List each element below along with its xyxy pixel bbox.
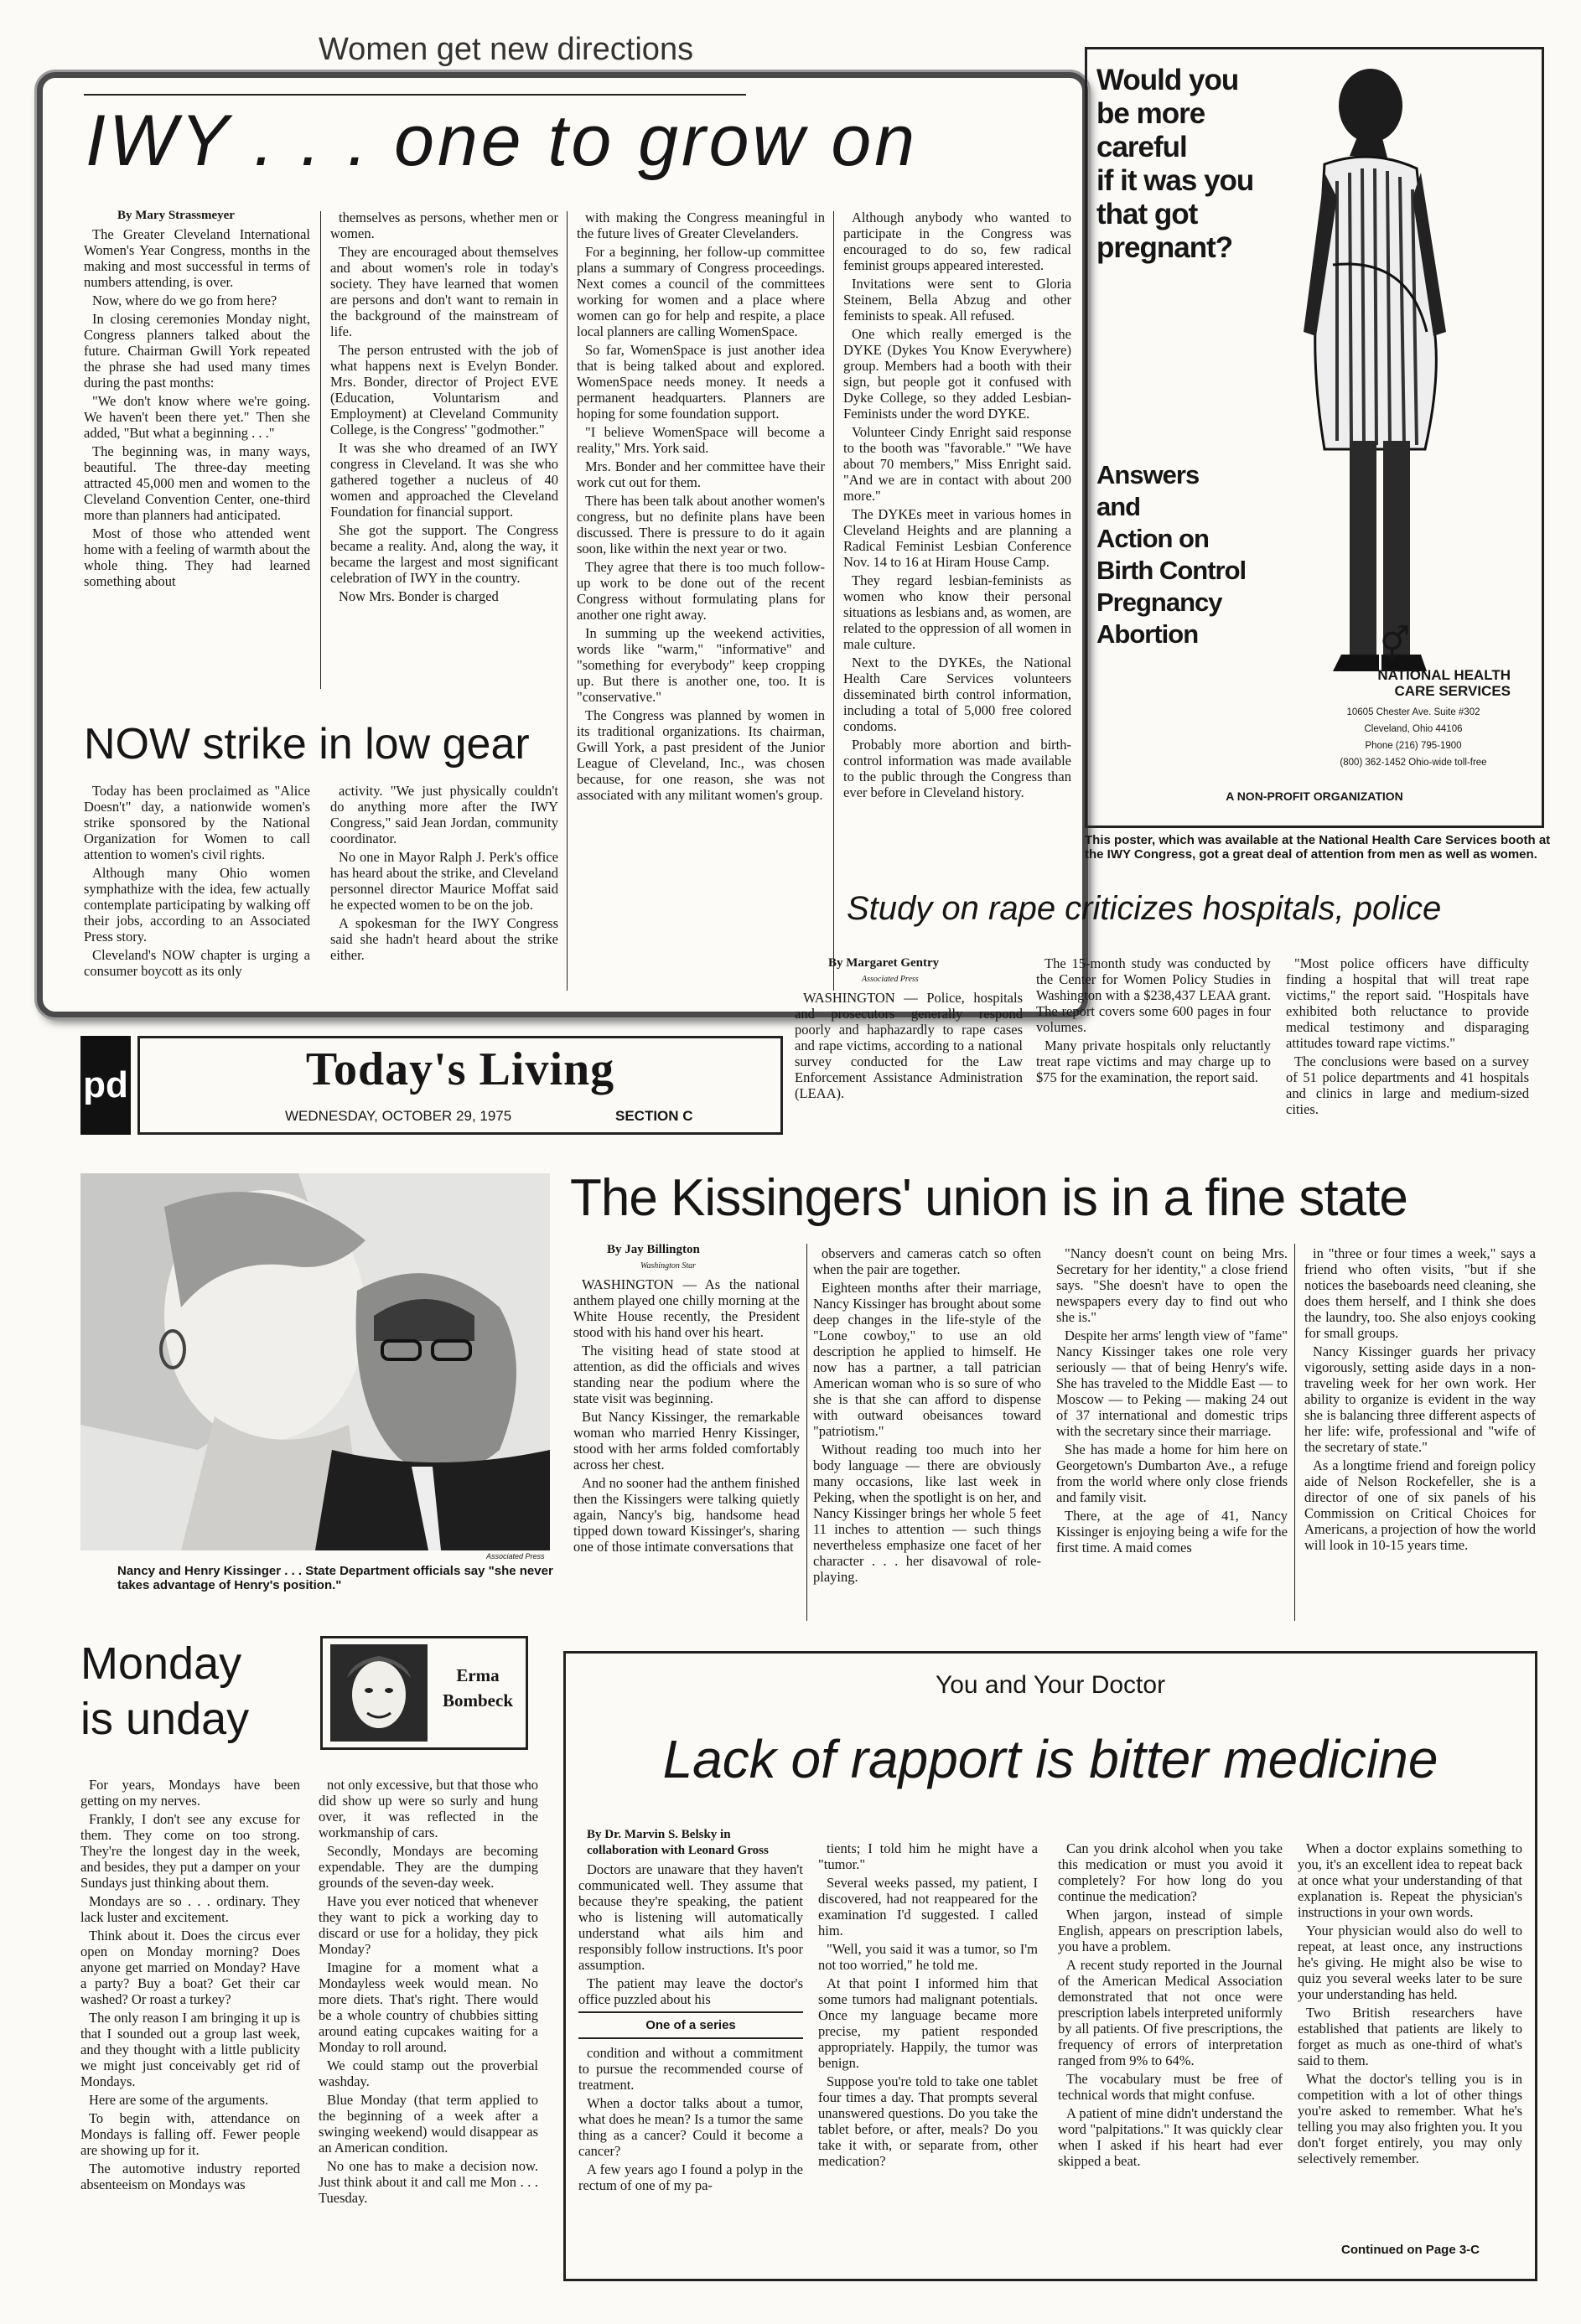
iwy-paragraph: Next to the DYKEs, the National Health Care Services volunteers disseminated birth control information, including a total of 5,000 free colored condoms.: [843, 655, 1071, 734]
now-paragraph: No one in Mayor Ralph J. Perk's office has heard about the strike, and Cleveland personnel director Maurice Moffat said he expected women to be on the job.: [330, 849, 558, 913]
now-paragraph: Cleveland's NOW chapter is urging a consumer boycott as its only: [84, 947, 310, 979]
now-paragraph: A spokesman for the IWY Congress said she hadn't heard about the strike either.: [330, 915, 558, 963]
iwy-paragraph: "We don't know where we're going. We haven't been there yet." Then she added, "But what a beginning . . .": [84, 393, 310, 441]
bombeck-paragraph: Here are some of the arguments.: [89, 2092, 269, 2108]
iwy-top-rule: [84, 94, 746, 96]
doctor-column-3: [1058, 1840, 1283, 2271]
kissinger-column-divider: [1294, 1244, 1295, 1621]
kissinger-paragraph: Despite her arms' length view of "fame" Nancy Kissinger takes one role very seriously — that of being Henry's wife. She has traveled to the Middle East — to Moscow — to Peking — making 24 out of 37 international and domestic trips with the secretary since their marriage.: [1056, 1328, 1288, 1439]
bombeck-name: Erma Bombeck: [443, 1665, 513, 1711]
doctor-paragraph: "Well, you said it was a tumor, so I'm not too worried," he told me.: [818, 1941, 1038, 1973]
bombeck-paragraph: Imagine for a moment what a Mondayless week would mean. No more diets. That's right. There would be a whole country of chubbies sitting around eating cupcakes waiting for a Monday to roll around.: [319, 1959, 538, 2055]
kissinger-photo: [80, 1173, 550, 1550]
iwy-paragraph: She got the support. The Congress became a reality. And, along the way, it became the largest and most significant celebration of IWY in the country.: [330, 522, 558, 586]
doctor-series-box: One of a series: [578, 2011, 803, 2039]
now-column-2: [330, 783, 558, 992]
iwy-byline: By Mary Strassmeyer: [117, 209, 235, 222]
kissinger-paragraph: As a longtime friend and foreign policy aide of Nelson Rockefeller, she is a director of one of six panels of his Commission on Critical Choices for Americans, a projection of how the world will look in 10-15 years time.: [1304, 1457, 1536, 1553]
doctor-paragraph: A few years ago I found a polyp in the rectum of one of my pa-: [578, 2161, 803, 2193]
doctor-paragraph: What the doctor's telling you is in competition with a lot of other things you're asked to remember. What he's telling you may also frighten you. It you don't forget entirely, you may only selectively remember.: [1298, 2071, 1522, 2166]
kissinger-column-4: [1304, 1245, 1536, 1628]
doctor-continued-link[interactable]: Continued on Page 3-C: [1341, 2243, 1480, 2257]
kissinger-paragraph: There, at the age of 41, Nancy Kissinger is enjoying being a wife for the first time. A maid comes: [1056, 1508, 1288, 1555]
iwy-paragraph: They are encouraged about themselves and about women's role in today's society. They have learned that women are persons and don't want to remain in the background of the mainstream of life.: [330, 244, 558, 339]
iwy-paragraph: There has been talk about another women's congress, but no definite plans have been discussed. There is pressure to do it again soon, like within the next year or two.: [577, 493, 825, 556]
iwy-column-1: [84, 208, 310, 694]
rape-column-2: [1036, 955, 1271, 1165]
kissinger-paragraph: Without reading too much into her body language — there are obviously many occasions, like last week in Peking, when the spotlight is on her, and Nancy Kissinger brings her whole 5 feet 11 inches to attention — such things nevertheless emphasize one facet of her character . . . her disavowal of role-playing.: [813, 1442, 1041, 1585]
iwy-paragraph: Now Mrs. Bonder is charged: [339, 588, 499, 604]
iwy-column-divider: [320, 211, 321, 689]
doctor-paragraph: Several weeks passed, my patient, I discovered, had not reappeared for the examination I'd suggested. I called him.: [818, 1875, 1038, 1938]
rape-byline: By Margaret Gentry Associated Press: [828, 956, 940, 984]
rape-paragraph: Many private hospitals only reluctantly treat rape victims and may charge up to $75 for the examination, the report said.: [1036, 1038, 1271, 1085]
iwy-paragraph: Most of those who attended went home with a feeling of warmth about the whole thing. They had learned something about: [84, 525, 310, 589]
doctor-column-2: [818, 1840, 1038, 2271]
doctor-paragraph: A recent study reported in the Journal of the American Medical Association demonstrated that not once were prescription labels interpreted uniformly by all patients. Of five prescriptions, the frequency of errors of interpretation ranged from 9% to 64%.: [1058, 1957, 1283, 2068]
iwy-paragraph: Mrs. Bonder and her committee have their work cut out for them.: [577, 458, 825, 490]
ad-caption: This poster, which was available at the National Health Care Services booth at the IWY Congress, got a great deal of attention from men as well as women.: [1085, 833, 1551, 862]
bombeck-paragraph: Mondays are so . . . ordinary. They lack luster and excitement.: [80, 1893, 300, 1925]
iwy-paragraph: Although anybody who wanted to participate in the Congress was encouraged to do so, few radical feminist groups appeared interested.: [843, 210, 1071, 273]
bombeck-headline: Monday is unday: [80, 1638, 250, 1744]
kissinger-paragraph: The visiting head of state stood at attention, as did the officials and wives standing near the podium where the state visit was beginning.: [573, 1343, 800, 1406]
kissinger-photo-caption: Nancy and Henry Kissinger . . . State Department officials say "she never takes advantage of Henry's position.": [117, 1564, 553, 1592]
bombeck-paragraph: Secondly, Mondays are becoming expendable. They are the dumping grounds of the seven-day week.: [319, 1843, 538, 1891]
iwy-paragraph: The person entrusted with the job of what happens next is Evelyn Bonder. Mrs. Bonder, director of Project EVE (Education, Voluntarism and Employment) at Cleveland Community College, is the Congress' "godmother.": [330, 342, 558, 437]
bombeck-paragraph: not only excessive, but that those who did show up were so surly and hung over, it was reflected in the workmanship of cars.: [319, 1777, 538, 1840]
kissinger-column-1: [573, 1242, 800, 1628]
kissinger-column-2: [813, 1245, 1041, 1628]
ad-headline: Would you be more careful if it was you that got pregnant?: [1096, 64, 1254, 264]
rape-column-1: [795, 955, 1023, 1165]
iwy-paragraph: It was she who dreamed of an IWY congress in Cleveland. It was she who gathered together a nucleus of 40 women and approached the Cleveland Foundation for financial support.: [330, 440, 558, 520]
doctor-paragraph: The vocabulary must be free of technical words that might confuse.: [1058, 2071, 1283, 2103]
kissinger-photo-credit: Associated Press: [486, 1552, 545, 1561]
pd-logo-text: pd: [83, 1064, 128, 1105]
kissinger-byline: By Jay Billington Washington Star: [607, 1243, 700, 1271]
rape-paragraph: "Most police officers have difficulty finding a hospital that will treat rape victims," the report said. "Hospitals have exhibited both reluctance to provide medical testimony and disparaging attitudes toward rape victims.": [1286, 955, 1529, 1051]
doctor-paragraph: When a doctor explains something to you, it's an excellent idea to repeat back at once what your understanding of that explanation is. Repeat the physician's instructions in your own words.: [1298, 1840, 1522, 1920]
iwy-paragraph: The Congress was planned by women in its traditional organizations. Its chairman, Gwill York, a past president of the Junior League of Cleveland, Inc., was chosen because, for one reason, she was not associated with any militant women's group.: [577, 707, 825, 803]
iwy-paragraph: Now, where do we go from here?: [92, 292, 277, 308]
kissinger-paragraph: "Nancy doesn't count on being Mrs. Secretary for her identity," a close friend says. "She doesn't have to open the newspapers every day to find out who she is.": [1056, 1245, 1288, 1325]
kissinger-paragraph: in "three or four times a week," says a friend who often visits, "but if she notices the baseboards need cleaning, she does them herself, and I think she does the laundry, too. She also enjoys cooking for small groups.: [1304, 1245, 1536, 1341]
ad-org-name: NATIONAL HEALTH CARE SERVICES: [1377, 667, 1511, 699]
bombeck-paragraph: To begin with, attendance on Mondays is falling off. Fewer people are showing up for it.: [80, 2110, 300, 2158]
rape-paragraph: WASHINGTON — Police, hospitals and prosecutors generally respond poorly and haphazardly to rape cases and rape victims, according to a national survey conducted for the Law Enforcement Assistance Administration (LEAA).: [795, 990, 1023, 1101]
kissinger-paragraph: She has made a home for him here on Georgetown's Dumbarton Ave., a refuge from the world where only close friends and family visit.: [1056, 1442, 1288, 1505]
top-headline-fragment: Women get new directions: [319, 32, 694, 67]
bombeck-paragraph: The automotive industry reported absenteeism on Mondays was: [80, 2161, 300, 2192]
now-paragraph: activity. "We just physically couldn't do anything more after the IWY Congress," said Jean Jordan, community coordinator.: [330, 783, 558, 846]
iwy-paragraph: They agree that there is too much follow-up work to be done out of the recent Congress without formulating plans for another one right away.: [577, 559, 825, 623]
doctor-paragraph: A patient of mine didn't understand the word "palpitations." It was quickly clear when I asked if his heart had ever skipped a beat.: [1058, 2105, 1283, 2169]
bombeck-paragraph: No one has to make a decision now. Just think about it and call me Mon . . . Tuesday.: [319, 2158, 538, 2206]
iwy-paragraph: Probably more abortion and birth-control information was made available to the public through the Congress than ever before in Cleveland history.: [843, 737, 1071, 800]
iwy-paragraph: The DYKEs meet in various homes in Cleveland Heights and are planning a Radical Feminist Lesbian Conference Nov. 14 to 16 at Hiram House Camp.: [843, 506, 1071, 570]
bombeck-paragraph: Frankly, I don't see any excuse for them. They come on too strong. They're the longest day in the week, and besides, they put a damper on your Sundays just thinking about them.: [80, 1811, 300, 1891]
now-paragraph: Today has been proclaimed as "Alice Doesn't" day, a nationwide women's strike sponsored by the National Organization for Women to call attention to women's civil rights.: [84, 783, 310, 862]
ad-gender-symbol-icon: ⚥: [1380, 627, 1411, 664]
iwy-paragraph: "I believe WomenSpace will become a reality," Mrs. York said.: [577, 424, 825, 456]
iwy-paragraph: One which really emerged is the DYKE (Dykes You Know Everywhere) group. Members had a booth with their sign, but people got it confused with Dyke College, so they added Lesbian-Feminists under the word DYKE.: [843, 326, 1071, 422]
iwy-column-3: [577, 210, 825, 997]
bombeck-paragraph: For years, Mondays have been getting on my nerves.: [80, 1777, 300, 1809]
now-headline: NOW strike in low gear: [84, 720, 530, 769]
masthead-title: Today's Living: [305, 1043, 615, 1095]
doctor-column-1: [578, 1827, 803, 2271]
rape-paragraph: The 15-month study was conducted by the Center for Women Policy Studies in Washington with a $238,437 LEAA grant. The report covers some 600 pages in four volumes.: [1036, 955, 1271, 1035]
iwy-paragraph: The beginning was, in many ways, beautiful. The three-day meeting attracted 45,000 men and women to the Cleveland Convention Center, one-third more than planners had anticipated.: [84, 443, 310, 523]
now-paragraph: Although many Ohio women symphathize with the idea, few actually contemplate participating by walking off their jobs, according to an Associated Press story.: [84, 865, 310, 945]
ad-nonprofit-label: A NON-PROFIT ORGANIZATION: [1226, 789, 1403, 803]
iwy-column-divider: [833, 211, 834, 991]
rape-paragraph: The conclusions were based on a survey of 51 police departments and 41 hospitals and clinics in large and medium-sized cities.: [1286, 1053, 1529, 1117]
pregnant-man-illustration: [1232, 55, 1501, 675]
doctor-paragraph: When a doctor talks about a tumor, what does he mean? Is a tumor the same thing as a cancer? Could it become a cancer?: [578, 2095, 803, 2159]
kissinger-paragraph: WASHINGTON — As the national anthem played one chilly morning at the White House recently, the President stood with his hand over his heart.: [573, 1276, 800, 1340]
doctor-paragraph: Doctors are unaware that they haven't communicated well. They assume that because they're speaking, the patient who is listening will automatically understand what ails him and responsibly follow instructions. It's poor assumption.: [578, 1861, 803, 1973]
kissinger-paragraph: observers and cameras catch so often when the pair are together.: [813, 1245, 1041, 1277]
now-column-1: [84, 783, 310, 992]
bombeck-column-2: [319, 1777, 538, 2280]
iwy-paragraph: For a beginning, her follow-up committee plans a summary of Congress proceedings. Next comes a council of the committees working for women and a place where women can go for help and respite, a place local planners are calling WomenSpace.: [577, 244, 825, 339]
kissinger-paragraph: And no sooner had the anthem finished then the Kissingers were talking quietly again, Nancy's big, handsome head tipped down toward Kissinger's, sharing one of those intimate conversations that: [573, 1475, 800, 1555]
bombeck-paragraph: Blue Monday (that term applied to the beginning of a week after a swinging weekend) would disappear as an American condition.: [319, 2092, 538, 2156]
iwy-paragraph: The Greater Cleveland International Women's Year Congress, months in the making and most successful in terms of numbers attending, is over.: [84, 226, 310, 290]
doctor-paragraph: Suppose you're told to take one tablet four times a day. That prompts several unanswered questions. Do you take the tablet before, or after, meals? Do you take it with, or separate from, other medication?: [818, 2073, 1038, 2169]
iwy-paragraph: themselves as persons, whether men or women.: [330, 210, 558, 241]
iwy-paragraph: In closing ceremonies Monday night, Congress planners talked about the future. Chairman Gwill York repeated the phrase she had used many times during the past months:: [84, 311, 310, 391]
kissinger-column-divider: [806, 1244, 807, 1621]
iwy-column-divider: [567, 211, 568, 991]
doctor-paragraph: Can you drink alcohol when you take this medication or must you avoid it completely? For how long do you continue the medication?: [1058, 1840, 1283, 1904]
masthead-date: WEDNESDAY, OCTOBER 29, 1975: [285, 1108, 512, 1124]
kissinger-headline: The Kissingers' union is in a fine state: [570, 1169, 1407, 1227]
rape-column-3: [1286, 955, 1529, 1165]
bombeck-column-1: [80, 1777, 300, 2280]
iwy-paragraph: In summing up the weekend activities, words like "warm," "informative" and "something for everybody" keep cropping up. But there is another one, too. It is "conservative.": [577, 625, 825, 705]
doctor-column-4: [1298, 1840, 1522, 2234]
doctor-byline: By Dr. Marvin S. Belsky in collaboration with Leonard Gross: [587, 1828, 769, 1857]
kissinger-column-3: [1056, 1245, 1288, 1628]
iwy-headline: IWY . . . one to grow on: [86, 101, 919, 181]
iwy-paragraph: So far, WomenSpace is just another idea that is being talked about and explored. WomenSpace needs money. It needs a permanent headquarters. Planners are hoping for some foundation support.: [577, 342, 825, 422]
bombeck-paragraph: Think about it. Does the circus ever open on Monday morning? Does anyone get married on Monday? Have a party? Buy a boat? Get their car washed? Or roast a turkey?: [80, 1928, 300, 2007]
doctor-paragraph: condition and without a commitment to pursue the recommended course of treatment.: [578, 2045, 803, 2093]
doctor-paragraph: When jargon, instead of simple English, appears on prescription labels, you have a problem.: [1058, 1907, 1283, 1954]
doctor-paragraph: Two British researchers have established that patients are likely to forget as much as one-third of what's said to them.: [1298, 2005, 1522, 2068]
doctor-paragraph: Your physician would also do well to repeat, at least once, any instructions he's giving. He might also be wise to quiz you several weeks later to be sure your understanding has held.: [1298, 1923, 1522, 2002]
bombeck-portrait: [330, 1644, 428, 1742]
masthead-section: SECTION C: [615, 1108, 693, 1124]
doctor-paragraph: The patient may leave the doctor's office puzzled about his: [578, 1975, 803, 2007]
kissinger-paragraph: Eighteen months after their marriage, Nancy Kissinger has brought about some deep changes in the life-style of the "Lone cowboy," to use an old description he applied to himself. He now has a partner, a tall patrician American woman who is so sure of who she is that she can afford to dispense with outward obeisances toward "patriotism.": [813, 1280, 1041, 1439]
doctor-kicker: You and Your Doctor: [935, 1671, 1166, 1699]
rape-headline: Study on rape criticizes hospitals, police: [847, 890, 1442, 927]
bombeck-paragraph: Have you ever noticed that whenever they want to pick a working day to discard or use for a holiday, they pick Monday?: [319, 1893, 538, 1957]
doctor-headline: Lack of rapport is bitter medicine: [662, 1729, 1438, 1789]
iwy-column-4: [843, 210, 1071, 846]
iwy-paragraph: with making the Congress meaningful in the future lives of Greater Clevelanders.: [577, 210, 825, 241]
iwy-paragraph: They regard lesbian-feminists as women who know their personal situations as lesbians and, as women, are related to the oppression of all women in male culture.: [843, 572, 1071, 652]
kissinger-paragraph: But Nancy Kissinger, the remarkable woman who married Henry Kissinger, stood with her arms folded comfortably across her chest.: [573, 1409, 800, 1473]
iwy-paragraph: Invitations were sent to Gloria Steinem, Bella Abzug and other feminists to speak. All refused.: [843, 276, 1071, 323]
iwy-column-2: [330, 210, 558, 694]
ad-address: 10605 Chester Ave. Suite #302 Cleveland, Ohio 44106 Phone (216) 795-1900 (800) 362-1452 Ohio-wide toll-free: [1340, 707, 1487, 768]
pd-logo: [80, 1036, 131, 1135]
kissinger-paragraph: Nancy Kissinger guards her privacy vigorously, setting aside days in a non-traveling week for her own work. Her ability to organize is evident in the way she is balancing three different aspects of her life: wife, professional and "wife of the secretary of state.": [1304, 1343, 1536, 1455]
doctor-paragraph: tients; I told him he might have a "tumor.": [818, 1840, 1038, 1872]
doctor-paragraph: At that point I informed him that some tumors had malignant potentials. Once my language became more precise, my patient responded appropriately. Happily, the tumor was benign.: [818, 1975, 1038, 2071]
iwy-paragraph: Volunteer Cindy Enright said response to the booth was "favorable." "We have about 70 members," Miss Enright said. "And we are in contact with about 200 more.": [843, 424, 1071, 504]
bombeck-paragraph: The only reason I am bringing it up is that I sounded out a group last week, and they thought with a little publicity we might just conceivably get rid of Mondays.: [80, 2010, 300, 2089]
ad-answers: Answers and Action on Birth Control Pregnancy Abortion: [1096, 460, 1247, 649]
bombeck-paragraph: We could stamp out the proverbial washday.: [319, 2057, 538, 2089]
